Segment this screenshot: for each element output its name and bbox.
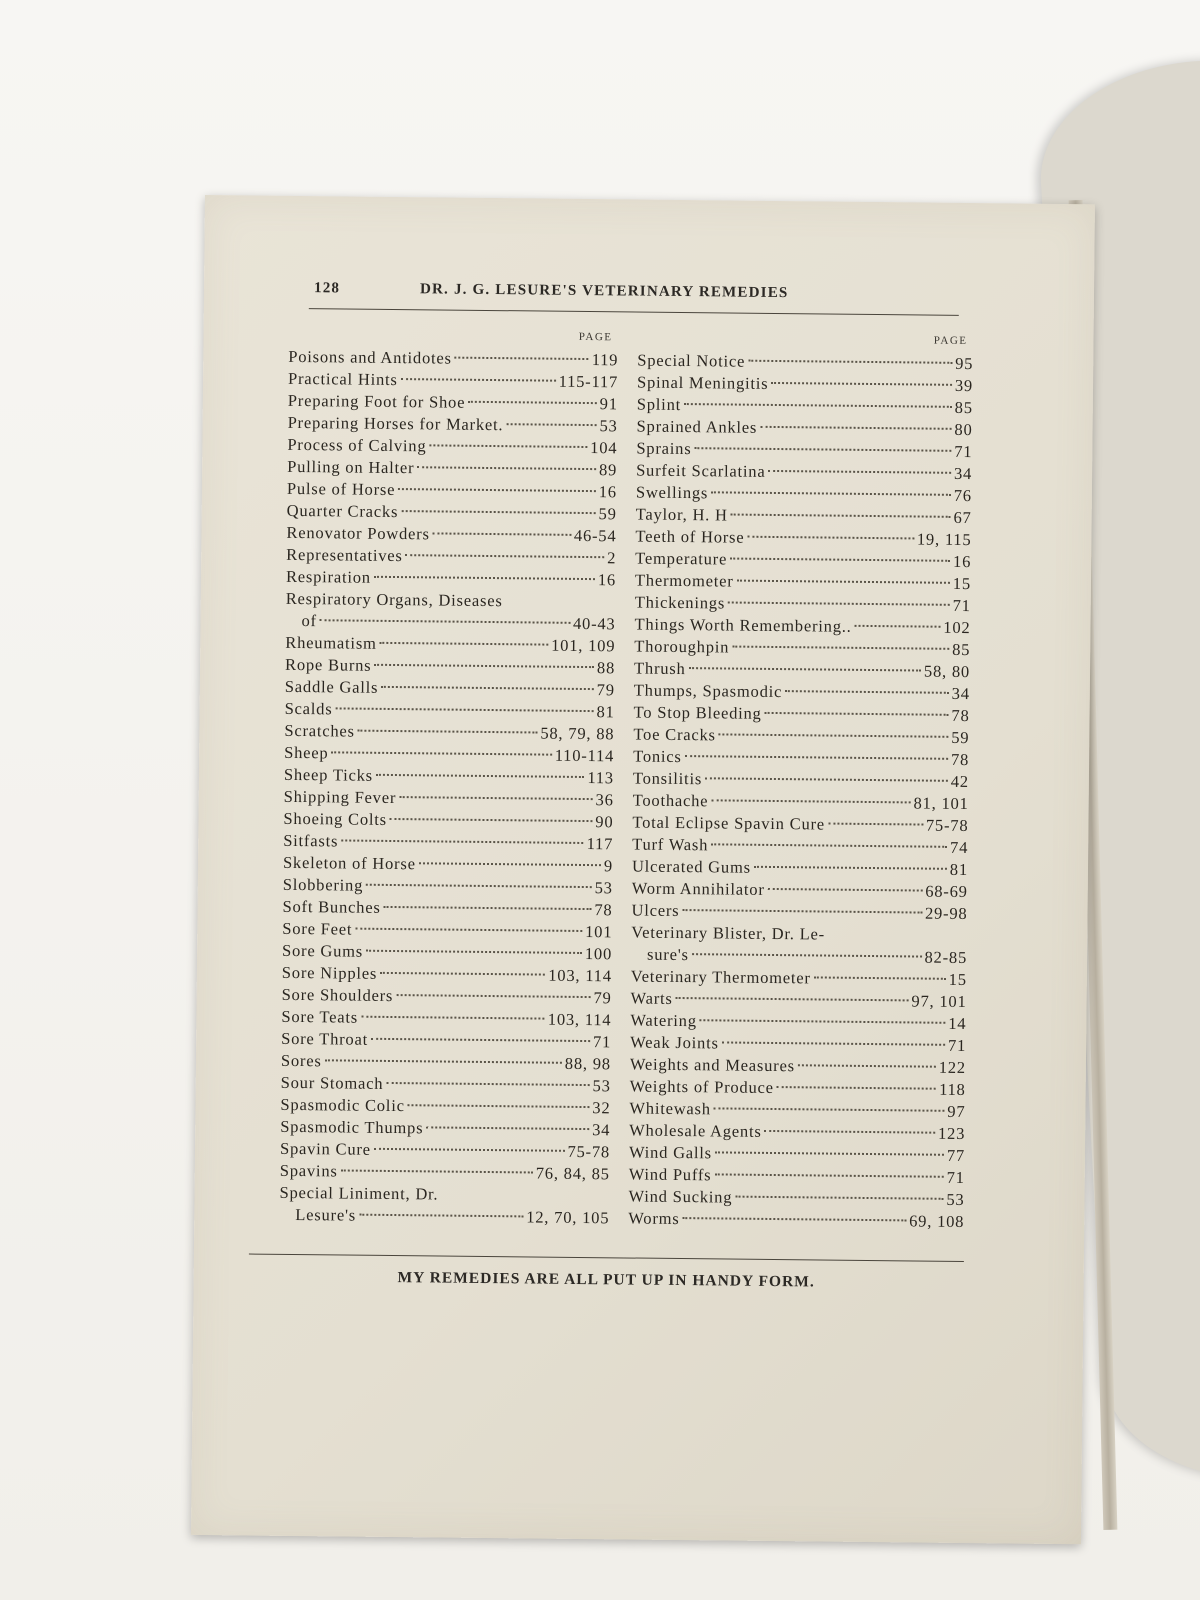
index-entry-pages: 71 <box>947 1035 967 1056</box>
leader-dots <box>396 994 590 998</box>
leader-dots <box>417 466 596 470</box>
index-entry-label: Soft Bunches <box>282 896 381 917</box>
index-entry-pages: 97, 101 <box>911 991 967 1012</box>
leader-dots <box>406 554 604 558</box>
leader-dots <box>371 1038 590 1042</box>
index-entry-pages: 89 <box>598 460 618 480</box>
index-entry-pages: 76, 84, 85 <box>535 1163 610 1184</box>
index-entry-label: Shipping Fever <box>283 786 397 808</box>
index-entry-pages: 39 <box>954 375 974 396</box>
leader-dots <box>398 488 596 492</box>
index-entry-label: Sheep <box>284 742 329 763</box>
leader-dots <box>715 1151 944 1155</box>
index-entry-label: Sitfasts <box>283 830 339 851</box>
leader-dots <box>711 843 947 847</box>
index-entry-label: Thermometer <box>634 570 734 591</box>
leader-dots <box>320 619 570 624</box>
index-entry-label: Worms <box>628 1208 680 1229</box>
leader-dots <box>754 866 947 870</box>
page-column-heading: PAGE <box>578 330 613 344</box>
index-entry-pages: 15 <box>952 573 972 594</box>
index-entry-pages: 78 <box>594 900 613 920</box>
index-entry <box>286 588 616 613</box>
index-entry-label: Sore Feet <box>282 918 353 939</box>
index-entry-label: Sprains <box>636 438 692 459</box>
leader-dots <box>336 707 594 712</box>
index-entry-pages: 110-114 <box>554 745 615 766</box>
index-entry-label: Veterinary Blister, Dr. Le- <box>631 922 826 944</box>
index-entry-label: To Stop Bleeding <box>633 702 762 723</box>
index-entry-pages: 79 <box>593 988 612 1008</box>
page-column-heading: PAGE <box>933 334 968 347</box>
leader-dots <box>506 601 613 602</box>
index-entry-label: Thoroughpin <box>634 636 730 657</box>
leader-dots <box>684 403 952 408</box>
index-entry-label: Thumps, Spasmodic <box>633 680 783 702</box>
leader-dots <box>735 1196 943 1200</box>
index-entry-label: of <box>301 611 318 631</box>
index-entry-label: Ulcerated Gums <box>631 856 751 877</box>
index-entry-pages: 40-43 <box>572 613 616 634</box>
index-entry-label: Spavins <box>279 1160 338 1181</box>
index-entry-label: Thickenings <box>634 592 726 613</box>
index-entry-pages: 103, 114 <box>548 965 612 986</box>
index-entry-pages: 53 <box>946 1189 965 1210</box>
leader-dots <box>384 906 592 910</box>
index-entry-label: Spasmodic Thumps <box>280 1116 424 1138</box>
index-entry-label: Taylor, H. H <box>635 504 728 525</box>
index-entry-label: Teeth of Horse <box>635 526 745 547</box>
index-entry-pages: 58, 79, 88 <box>540 723 615 744</box>
index-entry-label: Wholesale Agents <box>629 1120 762 1141</box>
index-entry-label: Whitewash <box>629 1098 711 1119</box>
index-entry-label: Renovator Powders <box>286 522 430 544</box>
leader-dots <box>401 510 595 514</box>
index-entry-pages: 85 <box>952 639 971 660</box>
index-entry-label: Tonics <box>633 746 682 767</box>
index-entry-label: Process of Calving <box>287 434 427 456</box>
index-entry-pages: 81, 101 <box>913 793 969 814</box>
index-entry-pages: 32 <box>592 1098 611 1118</box>
index-entry-label: Respiratory Organs, Diseases <box>285 588 503 611</box>
index-entry-pages: 81 <box>949 859 969 880</box>
index-entry-pages: 69, 108 <box>909 1211 965 1232</box>
leader-dots <box>506 423 596 426</box>
index-entry-label: Surfeit Scarlatina <box>636 460 766 481</box>
index-entry-label: Things Worth Remembering.. <box>634 614 852 636</box>
index-entry-pages: 16 <box>597 570 617 590</box>
leader-dots <box>685 755 948 760</box>
leader-dots <box>341 839 583 844</box>
leader-dots <box>828 823 923 826</box>
index-entry-pages: 102 <box>943 617 971 638</box>
index-entry-label: Sore Gums <box>281 940 364 961</box>
index-entry-pages: 74 <box>950 837 969 858</box>
index-entry <box>284 720 614 745</box>
index-entry-pages: 42 <box>950 771 969 792</box>
index-entry-label: Weights and Measures <box>629 1054 795 1076</box>
index-entry-pages: 100 <box>584 944 613 964</box>
index-entry-pages: 34 <box>951 683 970 704</box>
booklet-page <box>191 195 1095 1544</box>
index-entry-pages: 101 <box>585 922 613 942</box>
index-entry-pages: 53 <box>592 1076 611 1096</box>
leader-dots <box>381 686 593 690</box>
leader-dots <box>714 1107 944 1111</box>
index-entry <box>281 1028 611 1053</box>
index-entry-label: Sore Nipples <box>281 962 378 983</box>
index-entry-label: Total Eclipse Spavin Cure <box>632 812 826 834</box>
page-number: 128 <box>313 280 341 297</box>
index-entry <box>632 878 968 904</box>
leader-dots <box>426 1126 589 1130</box>
leader-dots <box>694 447 951 452</box>
running-title: DR. J. G. LESURE'S VETERINARY REMEDIES <box>419 281 789 302</box>
leader-dots <box>683 1217 907 1221</box>
index-entry-pages: 15 <box>948 969 967 990</box>
index-entry-pages: 19, 115 <box>916 529 972 550</box>
leader-dots <box>700 1019 945 1024</box>
index-entry-label: Splint <box>636 394 682 414</box>
index-entry-label: Sour Stomach <box>280 1072 384 1093</box>
index-entry-pages: 119 <box>591 350 619 370</box>
index-entry-label: Veterinary Thermometer <box>630 966 811 988</box>
index-entry-label: Preparing Horses for Market. <box>287 412 504 435</box>
leader-dots <box>828 935 964 936</box>
index-entry-label: sure's <box>646 944 689 965</box>
index-entry-label: Slobbering <box>282 874 364 895</box>
index-entry-label: Sprained Ankles <box>636 416 758 437</box>
leader-dots <box>676 997 909 1001</box>
leader-dots <box>358 730 538 734</box>
index-entry <box>285 676 615 701</box>
leader-dots <box>331 751 551 755</box>
leader-dots <box>433 532 571 535</box>
index-entry-label: Saddle Galls <box>284 676 379 697</box>
leader-dots <box>366 950 582 954</box>
index-entry-label: Wind Puffs <box>628 1164 712 1185</box>
index-entry-label: Turf Wash <box>632 834 709 855</box>
index-entry-label: Weak Joints <box>630 1032 719 1053</box>
index-entry-label: Thrush <box>633 658 686 679</box>
index-entry-pages: 113 <box>587 768 615 788</box>
index-entry-label: Wind Sucking <box>628 1186 733 1207</box>
index-entry-pages: 16 <box>598 482 618 502</box>
index-entry-pages: 91 <box>599 394 618 414</box>
leader-dots <box>765 712 949 716</box>
index-entry-label: Poisons and Antidotes <box>288 346 452 368</box>
index-entry-label: Representatives <box>286 544 403 566</box>
index-entry-label: Toe Cracks <box>633 724 716 745</box>
index-entry-pages: 53 <box>599 416 618 436</box>
index-entry-pages: 123 <box>937 1123 966 1144</box>
index-entry-label: Preparing Foot for Shoe <box>287 390 466 412</box>
index-entry <box>633 724 969 750</box>
index-entry-pages: 16 <box>952 551 972 572</box>
index-entry-pages: 77 <box>946 1145 966 1166</box>
leader-dots <box>419 862 601 866</box>
index-entry-label: Watering <box>630 1010 697 1031</box>
index-entry-pages: 117 <box>586 834 614 854</box>
leader-dots <box>401 378 556 382</box>
index-entry-label: Quarter Cracks <box>286 500 399 522</box>
index-entry <box>279 1204 609 1229</box>
index-entry-pages: 97 <box>947 1101 966 1122</box>
index-column-right <box>628 332 973 1233</box>
footer-slogan: MY REMEDIES ARE ALL PUT UP IN HANDY FORM. <box>397 1269 815 1291</box>
leader-dots <box>380 972 545 976</box>
index-entry-pages: 59 <box>951 727 970 748</box>
index-entry-label: Spasmodic Colic <box>280 1094 405 1116</box>
index-entry-pages: 101, 109 <box>551 635 616 656</box>
index-entry-pages: 76 <box>953 485 972 506</box>
index-entry-pages: 9 <box>603 856 614 876</box>
index-entry-pages: 118 <box>939 1079 966 1100</box>
index-entry-pages: 78 <box>951 705 970 726</box>
index-entry-pages: 14 <box>948 1013 967 1034</box>
index-entry-label: Shoeing Colts <box>283 808 388 829</box>
leader-dots <box>760 426 951 430</box>
index-entries-left <box>279 346 618 1229</box>
leader-dots <box>689 667 921 671</box>
index-entry-pages: 95 <box>955 353 974 374</box>
index-entry-label: Sheep Ticks <box>283 764 374 785</box>
index-entry-label: Warts <box>630 988 673 1008</box>
index-entry-label: Sore Teats <box>281 1006 359 1027</box>
index-entry-pages: 46-54 <box>573 525 617 546</box>
leader-dots <box>705 777 948 782</box>
index-entry-label: Scratches <box>284 720 355 741</box>
index-entry <box>631 966 967 992</box>
index-entry-label: Swellings <box>635 482 709 503</box>
leader-dots <box>748 360 952 364</box>
index-entry-pages: 115-117 <box>558 371 619 392</box>
leader-dots <box>399 796 592 800</box>
index-entry-label: Ulcers <box>631 900 680 921</box>
index-entry-label: Respiration <box>285 566 371 587</box>
index-entry-label: Spavin Cure <box>279 1138 371 1159</box>
leader-dots <box>777 1086 936 1090</box>
index-entry <box>637 372 973 398</box>
index-column-left <box>279 328 618 1229</box>
leader-dots <box>855 625 941 628</box>
index-entry-pages: 58, 80 <box>923 661 971 682</box>
leader-dots <box>359 1214 523 1218</box>
leader-dots <box>711 799 910 803</box>
leader-dots <box>374 664 594 668</box>
leader-dots <box>386 1082 589 1086</box>
index-entry-label: Temperature <box>635 548 728 569</box>
header-rule <box>309 308 959 316</box>
index-entry-pages: 75-78 <box>567 1141 611 1162</box>
leader-dots <box>728 602 950 606</box>
leader-dots <box>798 1064 936 1067</box>
leader-dots <box>376 774 584 778</box>
index-entry-pages: 68-69 <box>925 881 968 902</box>
leader-dots <box>682 909 922 914</box>
leader-dots <box>771 382 951 386</box>
footer-rule <box>249 1254 964 1262</box>
running-head <box>314 280 954 309</box>
index-entry-pages: 85 <box>954 397 973 418</box>
leader-dots <box>366 884 591 888</box>
leader-dots <box>737 580 950 584</box>
leader-dots <box>374 576 595 580</box>
index-entry-pages: 2 <box>607 548 617 568</box>
index-entry-label: Practical Hints <box>287 368 398 390</box>
leader-dots <box>719 733 948 737</box>
leader-dots <box>732 646 949 650</box>
index-entry-pages: 75-78 <box>925 815 969 836</box>
index-entry-label: Sore Throat <box>281 1028 369 1049</box>
index-entry-pages: 90 <box>595 812 614 832</box>
leader-dots <box>765 1130 935 1134</box>
index-entry-pages: 81 <box>596 702 615 722</box>
leader-dots <box>722 1041 945 1045</box>
leader-dots <box>380 642 548 646</box>
leader-dots <box>390 818 592 822</box>
leader-dots <box>361 1016 545 1020</box>
index-entry-pages: 36 <box>595 790 614 810</box>
leader-dots <box>692 953 922 957</box>
leader-dots <box>711 491 951 496</box>
index-entry-label: Toothache <box>632 790 709 811</box>
index-entry-pages: 67 <box>953 507 972 528</box>
leader-dots <box>374 1148 565 1152</box>
index-entry-pages: 12, 70, 105 <box>526 1207 610 1228</box>
leader-dots <box>341 1169 533 1173</box>
index-entry-label: Lesure's <box>295 1205 357 1225</box>
index-entry-label: Pulling on Halter <box>287 456 415 478</box>
index-entry-label: Wind Galls <box>628 1142 713 1163</box>
leader-dots <box>441 1195 606 1197</box>
leader-dots <box>768 888 923 892</box>
leader-dots <box>769 470 951 474</box>
leader-dots <box>714 1173 943 1177</box>
index-entries-right <box>628 350 973 1233</box>
index-entry-label: Sore Shoulders <box>281 984 394 1006</box>
index-entry-pages: 104 <box>590 438 618 458</box>
leader-dots <box>455 357 589 360</box>
index-entry-pages: 88 <box>596 658 616 678</box>
index-entry-label: Special Notice <box>637 350 746 371</box>
index-entry-pages: 80 <box>954 419 973 440</box>
index-entry-label: Skeleton of Horse <box>282 852 416 874</box>
index-entry-label: Rheumatism <box>285 632 377 653</box>
index-entry-pages: 79 <box>596 680 615 700</box>
index-entry-pages: 53 <box>594 878 613 898</box>
leader-dots <box>429 444 587 448</box>
leader-dots <box>785 690 949 694</box>
leader-dots <box>730 558 950 562</box>
leader-dots <box>355 928 582 932</box>
index-entry-pages: 122 <box>938 1057 967 1078</box>
index-entry-pages: 34 <box>592 1120 611 1140</box>
leader-dots <box>731 514 951 518</box>
index-entry-pages: 29-98 <box>924 903 968 924</box>
leader-dots <box>814 976 946 979</box>
index-entry-label: Worm Annihilator <box>631 878 765 899</box>
index-entry-pages: 103, 114 <box>547 1009 612 1030</box>
index-entry-label: Rope Burns <box>284 654 372 675</box>
index-entry-label: Special Liniment, Dr. <box>279 1182 439 1204</box>
index-entry-label: Scalds <box>284 698 333 719</box>
index-entry-pages: 82-85 <box>924 947 968 968</box>
index-entry-pages: 88, 98 <box>564 1053 612 1074</box>
index-entry-pages: 78 <box>950 749 970 770</box>
leader-dots <box>325 1059 562 1063</box>
index-entry-pages: 71 <box>592 1032 612 1052</box>
index-entry-pages: 34 <box>953 463 973 484</box>
index-entry-pages: 59 <box>598 504 617 524</box>
leader-dots <box>747 536 913 540</box>
index-entry-label: Tonsilitis <box>632 768 703 789</box>
leader-dots <box>468 401 596 404</box>
index-entry-label: Weights of Produce <box>629 1076 774 1098</box>
index-entry-label: Pulse of Horse <box>286 478 396 500</box>
index-entry-label: Spinal Meningitis <box>636 372 769 393</box>
index-entry <box>628 1207 964 1233</box>
leader-dots <box>408 1104 590 1108</box>
index-entry-pages: 71 <box>954 441 973 462</box>
index-entry-pages: 71 <box>946 1167 965 1188</box>
index-entry-pages: 71 <box>952 595 971 616</box>
index-entry-label: Sores <box>280 1050 322 1071</box>
